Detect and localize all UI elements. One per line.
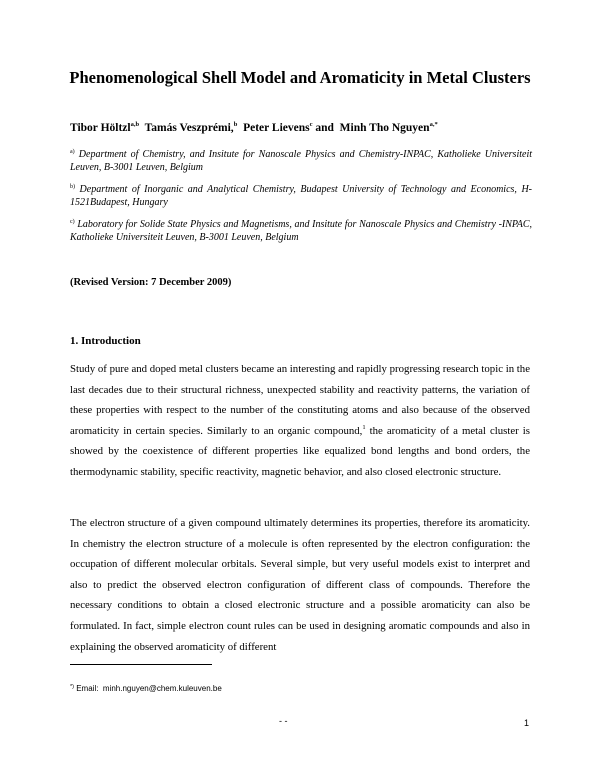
- author-name: Peter Lievens: [243, 122, 310, 134]
- author-conjunction: and: [315, 122, 334, 134]
- footnote-email[interactable]: minh.nguyen@chem.kuleuven.be: [102, 684, 222, 693]
- author-affiliation-marker: c: [309, 121, 313, 128]
- page-number: 1: [523, 718, 529, 728]
- author-name: Minh Tho Nguyen: [339, 122, 430, 134]
- footnote: [70, 684, 222, 693]
- affiliation-text: Department of Inorganic and Analytical Chemistry, Budapest University of Technology and Economics, H- 1521Budapest, Hungary: [70, 184, 533, 208]
- paper-title: Phenomenological Shell Model and Aromaticity in Metal Clusters: [69, 68, 531, 87]
- affiliation-text: Laboratory for Solide State Physics and Magnetisms, and Insitute for Nanoscale Physics and Chemistry -INPAC, Katholieke Universiteit Leuven, B-3001 Leuven, Belgium: [70, 219, 532, 243]
- affiliation-marker: a): [70, 149, 75, 155]
- paragraph-text: Study of pure and doped metal clusters became an interesting and rapidly progressing research topic in the last decades due to their structural richness, unexpected stability and reactivity patterns, the variation of these properties with respect to the number of the constituting atoms and also because of the observed aromaticity in certain species. Similarly to an organic compound,: [70, 363, 530, 437]
- revision-note: (Revised Version: 7 December 2009): [70, 277, 232, 288]
- author-list: [70, 121, 438, 134]
- author-name: Tibor Höltzl: [70, 122, 131, 134]
- affiliation-a: [70, 146, 532, 174]
- body-paragraph-2: The electron structure of a given compound ultimately determines its properties, therefore its aromaticity. In chemistry the electron structure of a molecule is often represented by the electron configuration: the occupation of different molecular orbitals. Several simple, but very useful models exist to interpret and also to predict the observed electron configuration of different class of compounds. Therefore the necessary conditions to obtain a closed electronic structure and a possible aromaticity can also be formulated. In fact, simple electron count rules can be used in designing aromatic compounds and also in explaining the observed aromaticity of different: [70, 517, 530, 653]
- affiliation-b: [70, 181, 532, 209]
- body-paragraph-1: [70, 359, 530, 483]
- affiliation-marker: c): [70, 219, 75, 225]
- author-name: Tamás Veszprémi,: [144, 122, 234, 134]
- footer-dashes: - -: [279, 716, 288, 726]
- author-affiliation-marker: a,b: [130, 121, 140, 128]
- paragraph-text: the aromaticity of a metal cluster is showed by the coexistence of different properties like equalized bond lengths and bond orders, the thermodynamic stability, specific reactivity, magnetic behavior, and also closed electronic structure.: [70, 424, 530, 478]
- affiliation-text: Department of Chemistry, and Insitute for Nanoscale Physics and Chemistry-INPAC, Katholieke Universiteit Leuven, B-3001 Leuven, Belgium: [70, 149, 532, 173]
- section-heading: 1. Introduction: [70, 335, 141, 347]
- author-affiliation-marker: a,*: [429, 121, 438, 128]
- citation-marker: 1: [362, 423, 366, 431]
- footnote-label: Email:: [76, 684, 99, 693]
- affiliation-marker: b): [70, 184, 75, 190]
- footnote-marker: *): [70, 684, 74, 690]
- author-affiliation-marker: b: [233, 121, 238, 128]
- affiliation-c: [70, 216, 532, 244]
- footnote-separator: [70, 664, 212, 665]
